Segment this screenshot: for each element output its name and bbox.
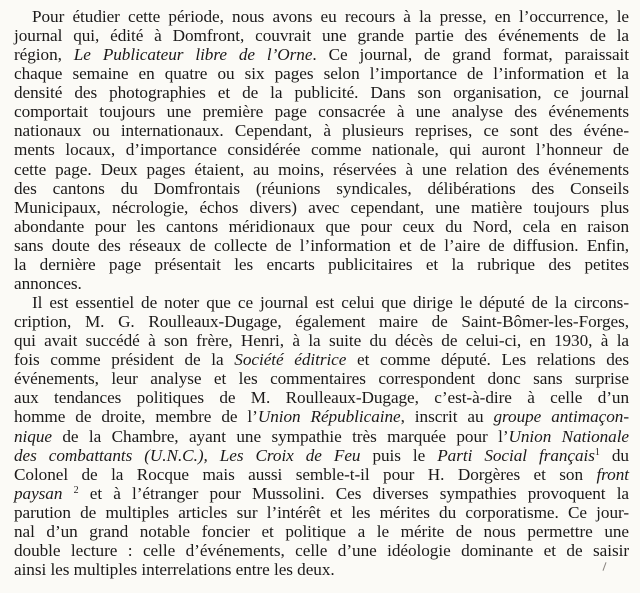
text-run: des cantons du Domfrontais (réunions syndicales, délibérations des Conseils [14, 178, 629, 198]
text-run: Colonel de la Rocque mais aussi semble-t-il pour H. Dorgères et son [14, 464, 597, 484]
text-run: cription, M. G. Roulleaux-Dugage, également maire de Saint-Bômer-les-Forges, [14, 312, 629, 332]
footnote-ref[interactable]: 1 [594, 446, 600, 458]
italic-text: Société éditrice [234, 350, 347, 370]
text-run: homme de droite, membre de l’ [14, 407, 258, 427]
text-line [14, 236, 629, 255]
text-line [14, 503, 629, 522]
italic-text: Union Républicaine [257, 407, 401, 427]
text-line [14, 407, 629, 426]
text-line [14, 255, 629, 274]
text-run: et à l’étranger pour Mussolini. Ces diverses sympathies provoquent la [78, 483, 629, 503]
text-line [14, 427, 629, 446]
text-run: Municipaux, nécrologie, échos divers) avec cependant, une matière toujours plus [14, 197, 629, 217]
text-line [14, 217, 629, 236]
text-run: la dernière page présentait les encarts publicitaires et la rubrique des petites [14, 254, 629, 274]
text-line [14, 350, 629, 369]
text-run: , inscrit au [400, 407, 494, 427]
text-line [14, 102, 629, 121]
text-run: fois comme président de la [14, 350, 235, 370]
text-run: et comme député. Les relations des [346, 350, 629, 370]
text-line [14, 465, 629, 484]
text-run: ainsi les multiples interrelations entre les deux. [14, 560, 335, 580]
text-run: du [599, 445, 629, 465]
text-run: annonces. [14, 273, 82, 293]
italic-text: Union Nationale [508, 426, 630, 446]
text-line [14, 522, 629, 541]
text-run: double lecture : celle d’événements, celle d’une idéologie dominante et de saisir [14, 540, 629, 560]
text-run: journal qui, édité à Domfront, couvrait une grande partie des événements de la [14, 26, 629, 46]
text-line [14, 331, 629, 350]
text-line [14, 369, 629, 388]
text-run: puis le [360, 445, 438, 465]
text-run: cette page. Deux pages étaient, au moins, réservées à une relation des événements [14, 159, 629, 179]
text-run: densité des photographies et de la publicité. Dans son organisation, ce journal [14, 83, 629, 103]
italic-text: front [596, 464, 629, 484]
italic-text: groupe antimaçon- [493, 407, 629, 427]
text-run: comportait toujours une première page consacrée à une analyse des événements [14, 102, 629, 122]
footnote-ref[interactable]: 2 [73, 484, 79, 496]
text-line [14, 541, 629, 560]
text-line [32, 293, 629, 312]
italic-text: nique [14, 426, 52, 446]
text-run: chaque semaine en quatre ou six pages selon l’importance de l’information et la [14, 64, 629, 84]
text-line [14, 312, 629, 331]
italic-text: paysan [14, 483, 63, 503]
text-run: aux tendances politiques de M. Roulleaux-Dugage, c’est-à-dire à celle d’un [14, 388, 629, 408]
text-line [14, 446, 629, 465]
text-run: Il est essentiel de noter que ce journal est celui que dirige le député de la circons- [32, 293, 629, 313]
text-run: nationaux ou internationaux. Cependant, à plusieurs reprises, ce sont des événe- [14, 121, 629, 141]
italic-text: des combattants (U.N.C.), Les Croix de Feu [14, 445, 361, 465]
text-run: parution de multiples articles sur l’intérêt et les mérites du corporatisme. Ce jour- [14, 502, 629, 522]
text-line [32, 7, 629, 26]
text-line [14, 45, 629, 64]
text-run: ments locaux, d’importance considérée comme nationale, qui auront l’honneur de [14, 140, 629, 160]
text-run [62, 484, 73, 503]
text-line [14, 121, 629, 140]
text-line [14, 179, 629, 198]
italic-text: Parti Social français [437, 445, 595, 465]
text-run: de la Chambre, ayant une sympathie très marquée pour l’ [51, 426, 509, 446]
text-run: . Ce journal, de grand format, paraissait [312, 45, 629, 65]
text-line [14, 140, 629, 159]
text-line [14, 388, 629, 407]
text-run: nal d’un grand notable foncier et politique a le mérite de nous permettre une [14, 521, 629, 541]
text-line [14, 484, 629, 503]
text-line [14, 26, 629, 45]
italic-text: Le Publicateur libre de l’Orne [73, 45, 313, 65]
text-run: région, [14, 45, 74, 65]
text-run: abondante pour les cantons méridionaux que pour ceux du Nord, cela en raison [14, 216, 629, 236]
text-line [14, 160, 629, 179]
text-line [14, 64, 629, 83]
text-run: Pour étudier cette période, nous avons eu recours à la presse, en l’occurrence, le [32, 7, 629, 26]
text-line [14, 560, 629, 579]
text-run: sans doute des réseaux de collecte de l’information et de l’aire de diffusion. Enfin, [14, 235, 629, 255]
text-line [14, 83, 629, 102]
text-run: qui avait succédé à son frère, Henri, à la suite du décès de celui-ci, en 1930, à la [14, 331, 629, 351]
text-run: événements, leur analyse et les commentaires correspondent donc sans surprise [14, 369, 629, 389]
text-line [14, 274, 629, 293]
text-line [14, 198, 629, 217]
